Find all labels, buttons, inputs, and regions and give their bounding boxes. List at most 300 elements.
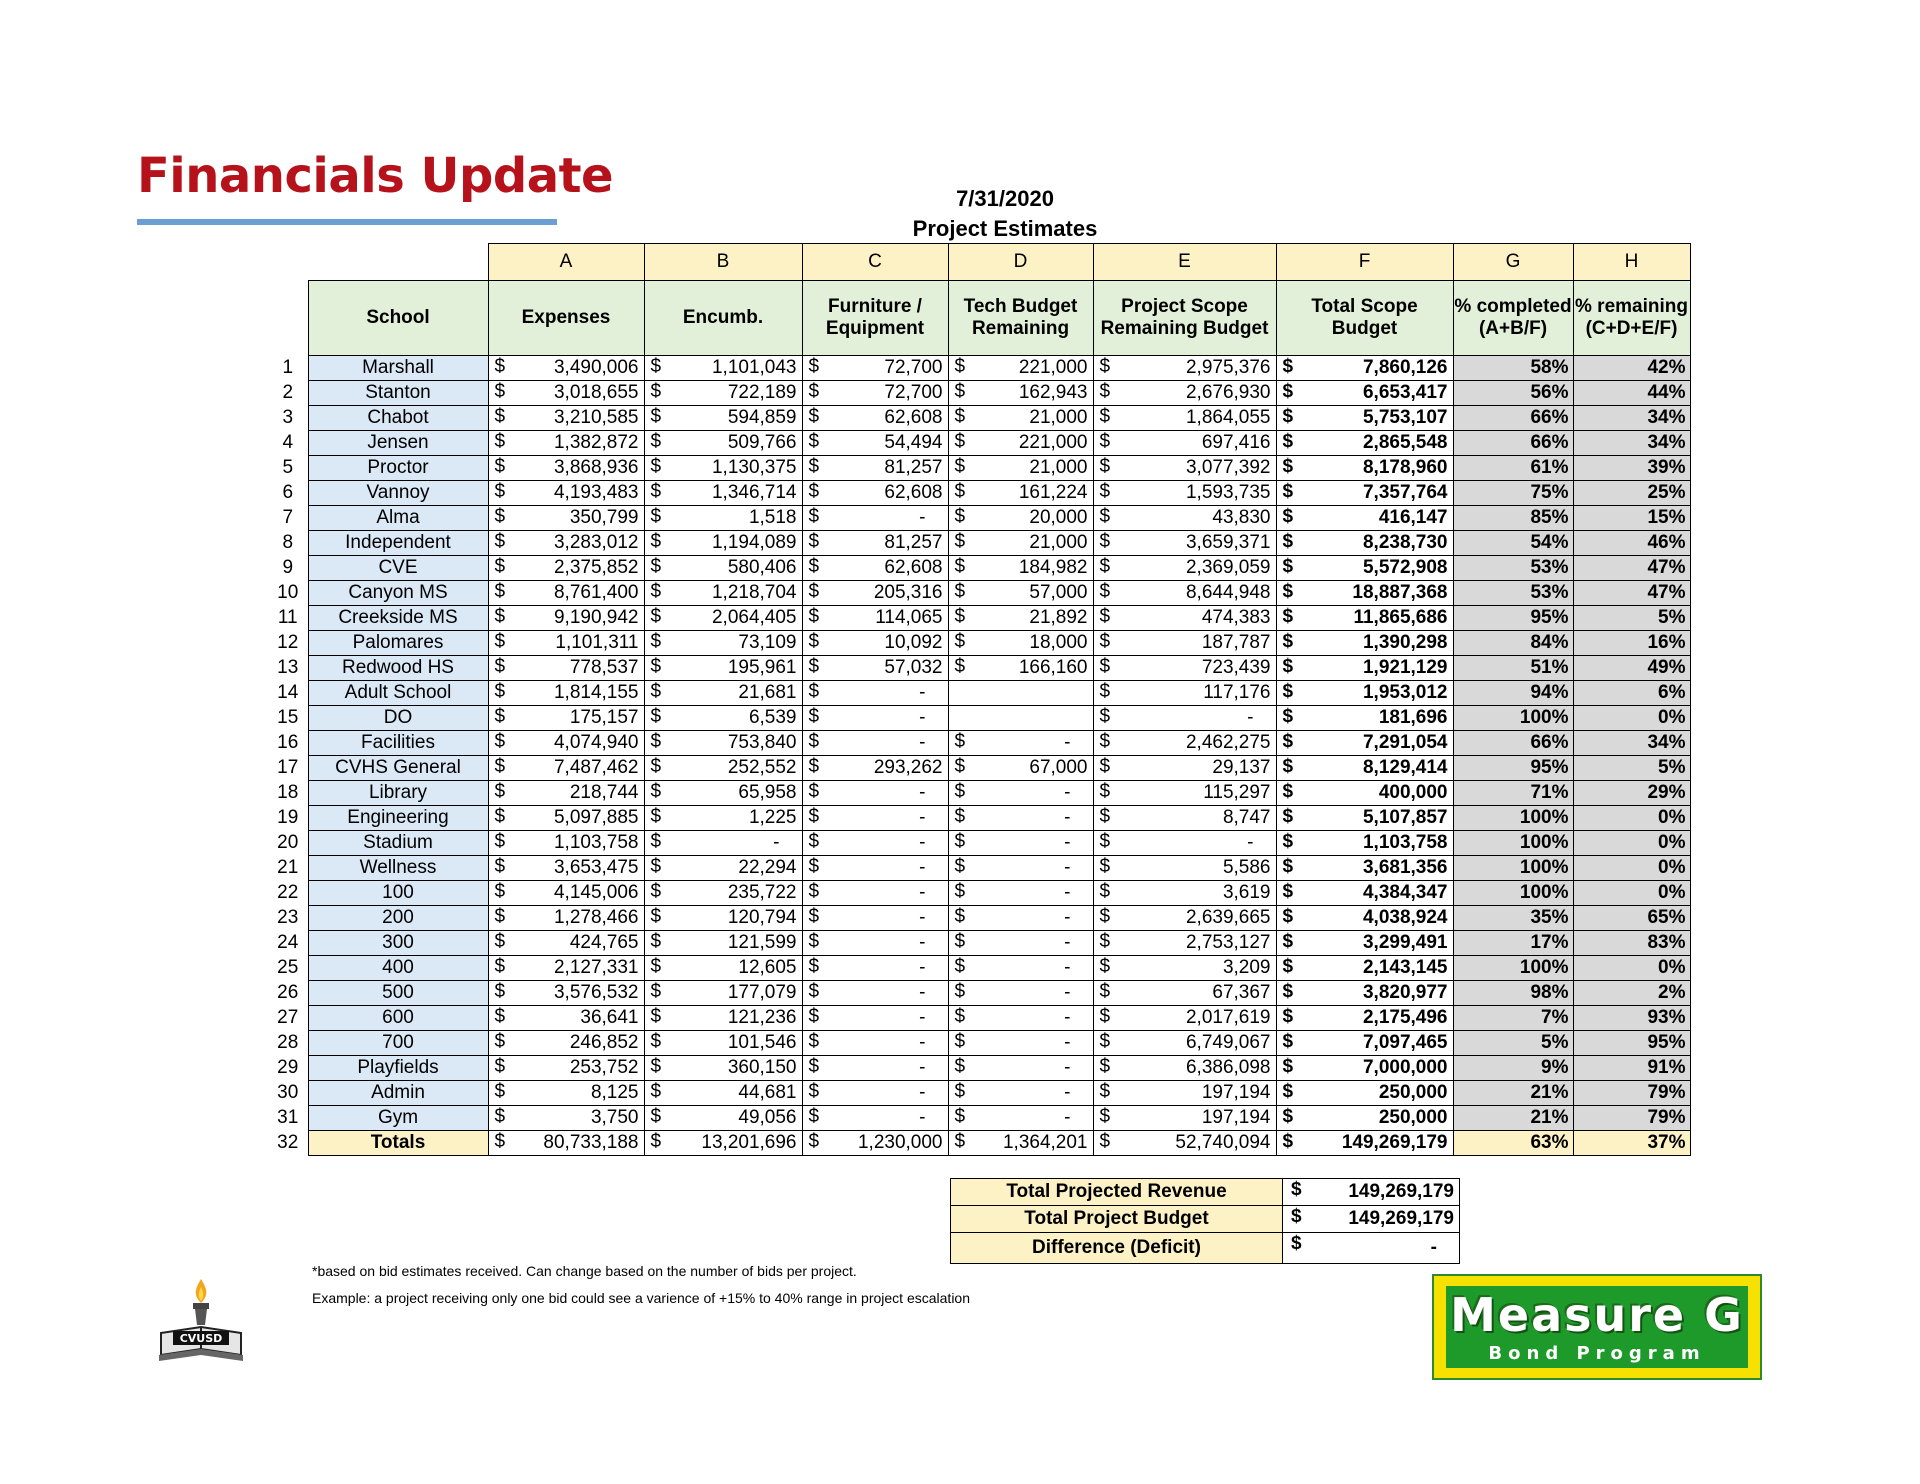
expenses-cell: $ 4,193,483 xyxy=(488,481,644,506)
pct-completed-cell: 21% xyxy=(1453,1081,1573,1106)
tech-budget-cell: $ - xyxy=(948,931,1093,956)
encumb-cell: $ 21,681 xyxy=(644,681,802,706)
encumb-cell: $ 1,218,704 xyxy=(644,581,802,606)
pct-remaining-cell: 65% xyxy=(1573,906,1690,931)
encumb-cell: $ 65,958 xyxy=(644,781,802,806)
tech-budget-cell: $ - xyxy=(948,956,1093,981)
tech-budget-cell: $ 161,224 xyxy=(948,481,1093,506)
encumb-cell: $ 121,599 xyxy=(644,931,802,956)
total-scope-cell: $ 7,860,126 xyxy=(1276,356,1453,381)
encumb-cell: $ 44,681 xyxy=(644,1081,802,1106)
scope-remaining-cell: $ 2,753,127 xyxy=(1093,931,1276,956)
expenses-cell: $ 3,868,936 xyxy=(488,456,644,481)
school-name: Library xyxy=(308,781,488,806)
school-name: 500 xyxy=(308,981,488,1006)
expenses-cell: $ 2,127,331 xyxy=(488,956,644,981)
row-number: 4 xyxy=(268,431,308,456)
expenses-cell: $ 3,283,012 xyxy=(488,531,644,556)
row-number: 6 xyxy=(268,481,308,506)
col-letter-b: B xyxy=(644,244,802,281)
furniture-cell: $ - xyxy=(802,931,948,956)
col-letter-a: A xyxy=(488,244,644,281)
furniture-cell: $ - xyxy=(802,506,948,531)
scope-remaining-cell: $ 2,639,665 xyxy=(1093,906,1276,931)
tech-budget-cell: $ - xyxy=(948,1081,1093,1106)
scope-remaining-cell: $ 723,439 xyxy=(1093,656,1276,681)
pct-remaining-cell: 15% xyxy=(1573,506,1690,531)
scope-remaining-cell: $ - xyxy=(1093,831,1276,856)
total-scope-cell: $ 18,887,368 xyxy=(1276,581,1453,606)
row-number: 31 xyxy=(268,1106,308,1131)
row-number: 28 xyxy=(268,1031,308,1056)
pct-completed-cell: 56% xyxy=(1453,381,1573,406)
expenses-cell: $ 3,018,655 xyxy=(488,381,644,406)
total-scope-cell: $ 11,865,686 xyxy=(1276,606,1453,631)
table-row xyxy=(268,431,1690,456)
col-letter-d: D xyxy=(948,244,1093,281)
furniture-cell: $ 72,700 xyxy=(802,356,948,381)
encumb-cell: $ 1,346,714 xyxy=(644,481,802,506)
tech-budget-cell: $ - xyxy=(948,906,1093,931)
pct-remaining-cell: 95% xyxy=(1573,1031,1690,1056)
encumb-cell: $ 195,961 xyxy=(644,656,802,681)
scope-remaining-cell: $ 8,644,948 xyxy=(1093,581,1276,606)
svg-text:CVUSD: CVUSD xyxy=(179,1332,223,1345)
pct-remaining-cell: 25% xyxy=(1573,481,1690,506)
pct-remaining-cell: 34% xyxy=(1573,431,1690,456)
pct-remaining-cell: 2% xyxy=(1573,981,1690,1006)
encumb-cell: $ 1,518 xyxy=(644,506,802,531)
pct-remaining-cell: 0% xyxy=(1573,881,1690,906)
school-name: 700 xyxy=(308,1031,488,1056)
expenses-cell: $ 9,190,942 xyxy=(488,606,644,631)
encumb-cell: $ 49,056 xyxy=(644,1106,802,1131)
pct-completed-cell: 35% xyxy=(1453,906,1573,931)
row-number: 18 xyxy=(268,781,308,806)
encumb-cell: $ 6,539 xyxy=(644,706,802,731)
table-row xyxy=(268,831,1690,856)
school-name: Wellness xyxy=(308,856,488,881)
furniture-cell: $ 81,257 xyxy=(802,456,948,481)
total-scope-cell: $ 400,000 xyxy=(1276,781,1453,806)
pct-completed-cell: 58% xyxy=(1453,356,1573,381)
total-expenses: $ 80,733,188 xyxy=(488,1131,644,1156)
pct-completed-cell: 61% xyxy=(1453,456,1573,481)
expenses-cell: $ 350,799 xyxy=(488,506,644,531)
total-pct-remaining: 37% xyxy=(1573,1131,1690,1156)
furniture-cell: $ - xyxy=(802,681,948,706)
row-number: 21 xyxy=(268,856,308,881)
encumb-cell: $ 722,189 xyxy=(644,381,802,406)
school-name: Engineering xyxy=(308,806,488,831)
footnote-bids: *based on bid estimates received. Can change based on the number of bids per project. xyxy=(312,1263,857,1279)
header-scope-remaining: Project Scope Remaining Budget xyxy=(1093,281,1276,356)
row-number: 11 xyxy=(268,606,308,631)
report-date: 7/31/2020 xyxy=(956,186,1054,211)
pct-completed-cell: 85% xyxy=(1453,506,1573,531)
expenses-cell: $ 424,765 xyxy=(488,931,644,956)
total-furniture: $ 1,230,000 xyxy=(802,1131,948,1156)
pct-completed-cell: 54% xyxy=(1453,531,1573,556)
total-pct-completed: 63% xyxy=(1453,1131,1573,1156)
expenses-cell: $ 3,490,006 xyxy=(488,356,644,381)
summary-row xyxy=(951,1206,1460,1233)
row-number: 17 xyxy=(268,756,308,781)
furniture-cell: $ - xyxy=(802,956,948,981)
pct-remaining-cell: 49% xyxy=(1573,656,1690,681)
furniture-cell: $ 62,608 xyxy=(802,556,948,581)
furniture-cell: $ - xyxy=(802,806,948,831)
total-scope-cell: $ 1,953,012 xyxy=(1276,681,1453,706)
pct-completed-cell: 66% xyxy=(1453,431,1573,456)
tech-budget-cell: $ 162,943 xyxy=(948,381,1093,406)
encumb-cell: $ 121,236 xyxy=(644,1006,802,1031)
pct-remaining-cell: 91% xyxy=(1573,1056,1690,1081)
furniture-cell: $ - xyxy=(802,781,948,806)
encumb-cell: $ - xyxy=(644,831,802,856)
table-row xyxy=(268,931,1690,956)
total-scope-cell: $ 8,178,960 xyxy=(1276,456,1453,481)
pct-completed-cell: 5% xyxy=(1453,1031,1573,1056)
pct-completed-cell: 100% xyxy=(1453,856,1573,881)
expenses-cell: $ 5,097,885 xyxy=(488,806,644,831)
pct-remaining-cell: 46% xyxy=(1573,531,1690,556)
furniture-cell: $ - xyxy=(802,906,948,931)
row-number: 22 xyxy=(268,881,308,906)
row-number: 30 xyxy=(268,1081,308,1106)
school-name: CVE xyxy=(308,556,488,581)
header-tech-budget: Tech Budget Remaining xyxy=(948,281,1093,356)
total-scope-cell: $ 1,390,298 xyxy=(1276,631,1453,656)
total-scope-cell: $ 5,753,107 xyxy=(1276,406,1453,431)
pct-completed-cell: 100% xyxy=(1453,706,1573,731)
row-number: 2 xyxy=(268,381,308,406)
school-name: Vannoy xyxy=(308,481,488,506)
furniture-cell: $ 10,092 xyxy=(802,631,948,656)
expenses-cell: $ 3,653,475 xyxy=(488,856,644,881)
measure-g-logo xyxy=(1432,1274,1762,1380)
scope-remaining-cell: $ 3,659,371 xyxy=(1093,531,1276,556)
school-name: Proctor xyxy=(308,456,488,481)
project-estimates-table xyxy=(268,243,1691,1156)
table-row xyxy=(268,906,1690,931)
expenses-cell: $ 3,210,585 xyxy=(488,406,644,431)
table-row xyxy=(268,456,1690,481)
total-scope-cell: $ 8,129,414 xyxy=(1276,756,1453,781)
expenses-cell: $ 1,103,758 xyxy=(488,831,644,856)
row-number: 24 xyxy=(268,931,308,956)
scope-remaining-cell: $ 2,975,376 xyxy=(1093,356,1276,381)
table-row xyxy=(268,1106,1690,1131)
tech-budget-cell: $ - xyxy=(948,806,1093,831)
table-row xyxy=(268,356,1690,381)
encumb-cell: $ 1,101,043 xyxy=(644,356,802,381)
header-total-scope: Total Scope Budget xyxy=(1276,281,1453,356)
total-scope-cell: $ 8,238,730 xyxy=(1276,531,1453,556)
total-scope-budget: $ 149,269,179 xyxy=(1276,1131,1453,1156)
total-scope-cell: $ 7,000,000 xyxy=(1276,1056,1453,1081)
total-scope-cell: $ 3,681,356 xyxy=(1276,856,1453,881)
table-row xyxy=(268,506,1690,531)
table-row xyxy=(268,706,1690,731)
pct-remaining-cell: 5% xyxy=(1573,756,1690,781)
pct-completed-cell: 7% xyxy=(1453,1006,1573,1031)
furniture-cell: $ - xyxy=(802,856,948,881)
furniture-cell: $ 205,316 xyxy=(802,581,948,606)
pct-remaining-cell: 47% xyxy=(1573,581,1690,606)
encumb-cell: $ 12,605 xyxy=(644,956,802,981)
tech-budget-cell: $ 21,000 xyxy=(948,406,1093,431)
school-name: Independent xyxy=(308,531,488,556)
pct-remaining-cell: 42% xyxy=(1573,356,1690,381)
school-name: Redwood HS xyxy=(308,656,488,681)
row-number: 29 xyxy=(268,1056,308,1081)
row-number: 12 xyxy=(268,631,308,656)
total-scope-cell: $ 1,103,758 xyxy=(1276,831,1453,856)
tech-budget-cell: $ - xyxy=(948,856,1093,881)
school-name: DO xyxy=(308,706,488,731)
header-pct-completed: % completed (A+B/F) xyxy=(1453,281,1573,356)
total-scope-cell: $ 3,299,491 xyxy=(1276,931,1453,956)
pct-completed-cell: 95% xyxy=(1453,756,1573,781)
column-letter-row xyxy=(268,244,1690,281)
summary-label: Total Project Budget xyxy=(951,1206,1283,1233)
table-row xyxy=(268,1056,1690,1081)
table-row xyxy=(268,381,1690,406)
encumb-cell: $ 101,546 xyxy=(644,1031,802,1056)
pct-remaining-cell: 0% xyxy=(1573,806,1690,831)
furniture-cell: $ 81,257 xyxy=(802,531,948,556)
encumb-cell: $ 120,794 xyxy=(644,906,802,931)
school-name: Admin xyxy=(308,1081,488,1106)
expenses-cell: $ 8,125 xyxy=(488,1081,644,1106)
scope-remaining-cell: $ 2,676,930 xyxy=(1093,381,1276,406)
summary-value: $ 149,269,179 xyxy=(1283,1206,1460,1233)
pct-completed-cell: 100% xyxy=(1453,881,1573,906)
pct-completed-cell: 51% xyxy=(1453,656,1573,681)
tech-budget-cell: $ 21,000 xyxy=(948,456,1093,481)
tech-budget-cell: $ - xyxy=(948,1106,1093,1131)
encumb-cell: $ 509,766 xyxy=(644,431,802,456)
total-scope-cell: $ 181,696 xyxy=(1276,706,1453,731)
total-encumb: $ 13,201,696 xyxy=(644,1131,802,1156)
table-title: Project Estimates xyxy=(912,216,1098,241)
scope-remaining-cell: $ 3,077,392 xyxy=(1093,456,1276,481)
summary-label: Difference (Deficit) xyxy=(951,1233,1283,1264)
expenses-cell: $ 218,744 xyxy=(488,781,644,806)
summary-value: $ - xyxy=(1283,1233,1460,1264)
scope-remaining-cell: $ 2,462,275 xyxy=(1093,731,1276,756)
school-name: 400 xyxy=(308,956,488,981)
expenses-cell: $ 8,761,400 xyxy=(488,581,644,606)
furniture-cell: $ 62,608 xyxy=(802,406,948,431)
row-number: 23 xyxy=(268,906,308,931)
pct-completed-cell: 100% xyxy=(1453,806,1573,831)
pct-remaining-cell: 34% xyxy=(1573,406,1690,431)
total-scope-cell: $ 7,357,764 xyxy=(1276,481,1453,506)
pct-completed-cell: 53% xyxy=(1453,581,1573,606)
pct-completed-cell: 21% xyxy=(1453,1106,1573,1131)
bond-program-subtitle: Bond Program xyxy=(1488,1343,1706,1364)
scope-remaining-cell: $ 697,416 xyxy=(1093,431,1276,456)
total-scope-cell: $ 2,175,496 xyxy=(1276,1006,1453,1031)
row-number: 3 xyxy=(268,406,308,431)
summary-label: Total Projected Revenue xyxy=(951,1179,1283,1206)
pct-completed-cell: 17% xyxy=(1453,931,1573,956)
encumb-cell: $ 753,840 xyxy=(644,731,802,756)
scope-remaining-cell: $ 197,194 xyxy=(1093,1081,1276,1106)
header-expenses: Expenses xyxy=(488,281,644,356)
pct-completed-cell: 100% xyxy=(1453,831,1573,856)
pct-completed-cell: 66% xyxy=(1453,406,1573,431)
school-name: Palomares xyxy=(308,631,488,656)
tech-budget-cell xyxy=(948,706,1093,731)
tech-budget-cell: $ 166,160 xyxy=(948,656,1093,681)
col-letter-e: E xyxy=(1093,244,1276,281)
total-scope-cell: $ 7,097,465 xyxy=(1276,1031,1453,1056)
header-furniture: Furniture / Equipment xyxy=(802,281,948,356)
table-row xyxy=(268,1031,1690,1056)
encumb-cell: $ 177,079 xyxy=(644,981,802,1006)
header-encumb: Encumb. xyxy=(644,281,802,356)
expenses-cell: $ 175,157 xyxy=(488,706,644,731)
table-row xyxy=(268,681,1690,706)
row-number: 13 xyxy=(268,656,308,681)
total-scope-cell: $ 4,038,924 xyxy=(1276,906,1453,931)
scope-remaining-cell: $ 1,593,735 xyxy=(1093,481,1276,506)
total-scope-cell: $ 6,653,417 xyxy=(1276,381,1453,406)
school-name: Jensen xyxy=(308,431,488,456)
row-number: 7 xyxy=(268,506,308,531)
totals-label: Totals xyxy=(308,1131,488,1156)
expenses-cell: $ 778,537 xyxy=(488,656,644,681)
budget-summary-table xyxy=(950,1178,1460,1264)
expenses-cell: $ 3,576,532 xyxy=(488,981,644,1006)
pct-remaining-cell: 44% xyxy=(1573,381,1690,406)
pct-remaining-cell: 5% xyxy=(1573,606,1690,631)
expenses-cell: $ 7,487,462 xyxy=(488,756,644,781)
footnote-example: Example: a project receiving only one bid could see a varience of +15% to 40% range in project escalation xyxy=(312,1290,971,1306)
school-name: Creekside MS xyxy=(308,606,488,631)
furniture-cell: $ 57,032 xyxy=(802,656,948,681)
scope-remaining-cell: $ 6,749,067 xyxy=(1093,1031,1276,1056)
pct-remaining-cell: 0% xyxy=(1573,856,1690,881)
table-row xyxy=(268,481,1690,506)
encumb-cell: $ 1,194,089 xyxy=(644,531,802,556)
scope-remaining-cell: $ 3,619 xyxy=(1093,881,1276,906)
pct-remaining-cell: 6% xyxy=(1573,681,1690,706)
encumb-cell: $ 252,552 xyxy=(644,756,802,781)
table-row xyxy=(268,781,1690,806)
row-number: 25 xyxy=(268,956,308,981)
total-scope-cell: $ 4,384,347 xyxy=(1276,881,1453,906)
total-scope-cell: $ 250,000 xyxy=(1276,1106,1453,1131)
table-row xyxy=(268,1006,1690,1031)
expenses-cell: $ 4,074,940 xyxy=(488,731,644,756)
school-name: Canyon MS xyxy=(308,581,488,606)
summary-value: $ 149,269,179 xyxy=(1283,1179,1460,1206)
row-number: 1 xyxy=(268,356,308,381)
tech-budget-cell: $ - xyxy=(948,1056,1093,1081)
col-letter-g: G xyxy=(1453,244,1573,281)
tech-budget-cell: $ 57,000 xyxy=(948,581,1093,606)
total-scope-cell: $ 5,107,857 xyxy=(1276,806,1453,831)
table-row xyxy=(268,531,1690,556)
scope-remaining-cell: $ 187,787 xyxy=(1093,631,1276,656)
furniture-cell: $ 293,262 xyxy=(802,756,948,781)
col-letter-h: H xyxy=(1573,244,1690,281)
pct-remaining-cell: 79% xyxy=(1573,1106,1690,1131)
scope-remaining-cell: $ 43,830 xyxy=(1093,506,1276,531)
total-scope-cell: $ 7,291,054 xyxy=(1276,731,1453,756)
scope-remaining-cell: $ 5,586 xyxy=(1093,856,1276,881)
pct-remaining-cell: 83% xyxy=(1573,931,1690,956)
pct-remaining-cell: 0% xyxy=(1573,706,1690,731)
tech-budget-cell: $ 21,000 xyxy=(948,531,1093,556)
pct-remaining-cell: 79% xyxy=(1573,1081,1690,1106)
summary-row xyxy=(951,1179,1460,1206)
furniture-cell: $ - xyxy=(802,1006,948,1031)
school-name: Chabot xyxy=(308,406,488,431)
pct-remaining-cell: 29% xyxy=(1573,781,1690,806)
tech-budget-cell: $ 21,892 xyxy=(948,606,1093,631)
expenses-cell: $ 2,375,852 xyxy=(488,556,644,581)
pct-completed-cell: 71% xyxy=(1453,781,1573,806)
scope-remaining-cell: $ 67,367 xyxy=(1093,981,1276,1006)
pct-completed-cell: 53% xyxy=(1453,556,1573,581)
row-number: 32 xyxy=(268,1131,308,1156)
row-number: 20 xyxy=(268,831,308,856)
tech-budget-cell: $ 67,000 xyxy=(948,756,1093,781)
expenses-cell: $ 246,852 xyxy=(488,1031,644,1056)
scope-remaining-cell: $ 197,194 xyxy=(1093,1106,1276,1131)
table-row xyxy=(268,731,1690,756)
table-row xyxy=(268,406,1690,431)
expenses-cell: $ 1,101,311 xyxy=(488,631,644,656)
total-tech: $ 1,364,201 xyxy=(948,1131,1093,1156)
pct-remaining-cell: 93% xyxy=(1573,1006,1690,1031)
expenses-cell: $ 1,382,872 xyxy=(488,431,644,456)
row-number: 27 xyxy=(268,1006,308,1031)
pct-remaining-cell: 47% xyxy=(1573,556,1690,581)
pct-completed-cell: 9% xyxy=(1453,1056,1573,1081)
measure-g-title: Measure G xyxy=(1450,1288,1744,1342)
scope-remaining-cell: $ 474,383 xyxy=(1093,606,1276,631)
expenses-cell: $ 1,814,155 xyxy=(488,681,644,706)
expenses-cell: $ 253,752 xyxy=(488,1056,644,1081)
total-scope-cell: $ 250,000 xyxy=(1276,1081,1453,1106)
row-number: 10 xyxy=(268,581,308,606)
expenses-cell: $ 3,750 xyxy=(488,1106,644,1131)
school-name: Stadium xyxy=(308,831,488,856)
cvusd-logo xyxy=(155,1275,247,1365)
scope-remaining-cell: $ 3,209 xyxy=(1093,956,1276,981)
school-name: Stanton xyxy=(308,381,488,406)
table-row xyxy=(268,656,1690,681)
school-name: Facilities xyxy=(308,731,488,756)
total-scope-cell: $ 3,820,977 xyxy=(1276,981,1453,1006)
pct-remaining-cell: 0% xyxy=(1573,831,1690,856)
table-row xyxy=(268,956,1690,981)
row-number: 8 xyxy=(268,531,308,556)
title-underline xyxy=(137,219,557,225)
scope-remaining-cell: $ 29,137 xyxy=(1093,756,1276,781)
scope-remaining-cell: $ 1,864,055 xyxy=(1093,406,1276,431)
table-row xyxy=(268,981,1690,1006)
pct-completed-cell: 84% xyxy=(1453,631,1573,656)
school-name: 100 xyxy=(308,881,488,906)
tech-budget-cell: $ - xyxy=(948,881,1093,906)
